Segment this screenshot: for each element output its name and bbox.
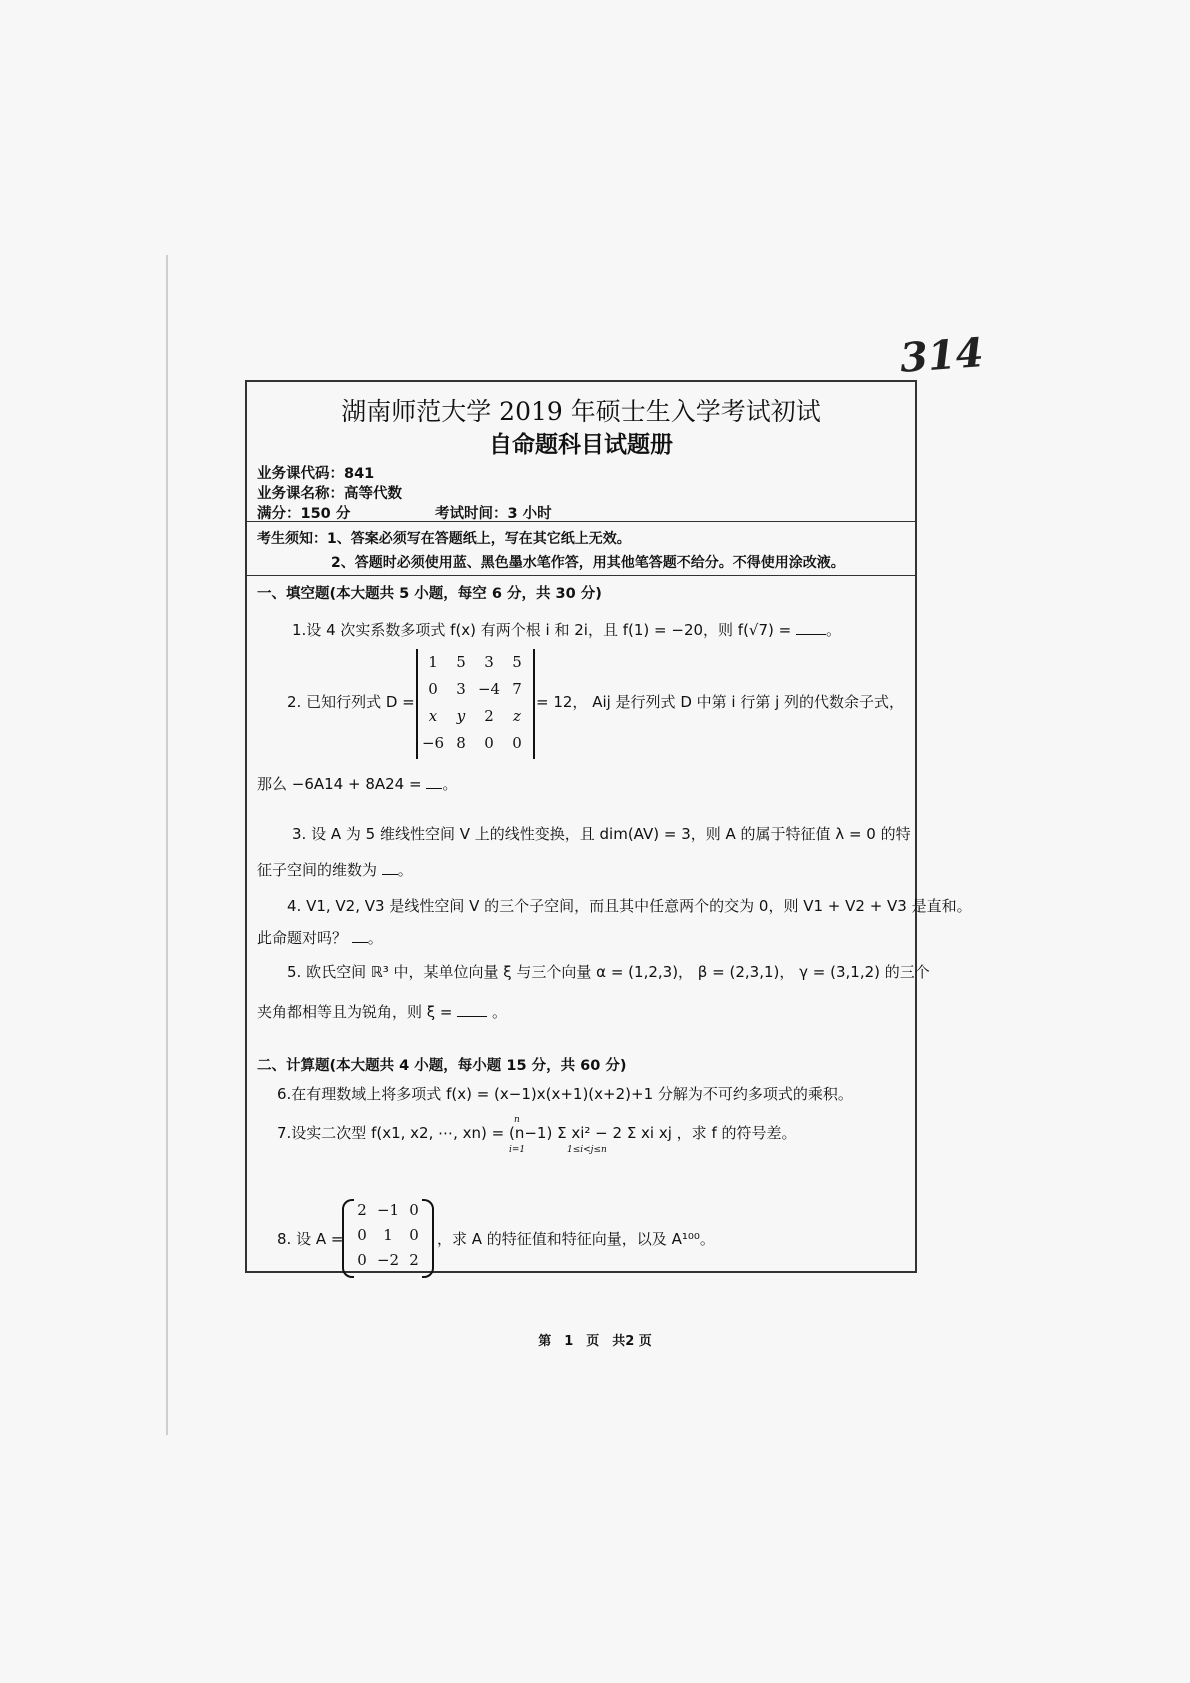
matrix-cell: 0 (409, 1201, 419, 1219)
matrix-cell: 2 (357, 1201, 367, 1219)
question-2-post: = 12， Aij 是行列式 D 中第 i 行第 j 列的代数余子式， (536, 693, 905, 711)
question-4-line2-text: 此命题对吗？ (257, 929, 348, 947)
question-3-line1: 3. 设 A 为 5 维线性空间 V 上的线性变换，且 dim(AV) = 3，则 A 的属于特征值 λ = 0 的特 (292, 825, 911, 843)
question-2-line2: 那么 −6A14 + 8A24 = 。 (257, 775, 458, 793)
question-1: 1.设 4 次实系数多项式 f(x) 有两个根 i 和 2i，且 f(1) = −20，则 f(√7) = 。 (292, 621, 842, 639)
question-2-line2-text: 那么 −6A14 + 8A24 = (257, 775, 422, 793)
det-cell: x (428, 707, 438, 725)
det-cell: 1 (428, 653, 438, 671)
question-4-line2: 此命题对吗？ 。 (257, 929, 383, 947)
course-name: 业务课名称：高等代数 (257, 486, 402, 502)
question-3-line2: 征子空间的维数为 。 (257, 861, 413, 879)
exam-header (247, 382, 915, 522)
candidate-notice (247, 522, 915, 576)
answer-blank-3 (382, 860, 398, 875)
sum1-upper-limit: n (514, 1115, 520, 1125)
det-cell: 8 (456, 734, 466, 752)
notice-line-2: 2、答题时必须使用蓝、黑色墨水笔作答，用其他笔答题不给分。不得使用涂改液。 (331, 555, 845, 571)
det-cell: 0 (428, 680, 438, 698)
matrix-cell: 0 (357, 1226, 367, 1244)
determinant-d (416, 649, 535, 759)
notice-line-1: 考生须知：1、答案必须写在答题纸上，写在其它纸上无效。 (257, 531, 631, 547)
section-2-heading: 二、计算题(本大题共 4 小题，每小题 15 分，共 60 分) (257, 1058, 627, 1074)
matrix-cell: 2 (409, 1251, 419, 1269)
det-cell: 7 (512, 680, 522, 698)
exam-time: 考试时间：3 小时 (435, 506, 552, 522)
matrix-cell: 0 (409, 1226, 419, 1244)
det-cell: −4 (477, 680, 501, 698)
matrix-cell: −1 (376, 1201, 400, 1219)
det-cell: 5 (512, 653, 522, 671)
course-code: 业务课代码：841 (257, 466, 375, 482)
scan-edge-line (166, 255, 168, 1435)
det-cell: 3 (456, 680, 466, 698)
matrix-cell: 1 (383, 1226, 393, 1244)
sum1-lower-limit: i=1 (509, 1145, 526, 1155)
page-footer: 第 1 页 共2 页 (538, 1334, 652, 1349)
question-5-line2-text: 夹角都相等且为锐角，则 ξ = (257, 1003, 453, 1021)
answer-blank-5 (457, 1002, 487, 1017)
question-2-pre: 2. 已知行列式 D = (287, 693, 415, 711)
question-1-text: 1.设 4 次实系数多项式 f(x) 有两个根 i 和 2i，且 f(1) = −20，则 f(√7) = (292, 621, 792, 639)
matrix-cell: 0 (357, 1251, 367, 1269)
det-cell: y (456, 707, 466, 725)
question-5-line2: 夹角都相等且为锐角，则 ξ = 。 (257, 1003, 508, 1021)
question-3-line2-text: 征子空间的维数为 (257, 861, 378, 879)
handwritten-mark: 314 (898, 329, 986, 382)
det-cell: z (513, 707, 521, 725)
det-cell: 0 (512, 734, 522, 752)
question-7: 7.设实二次型 f(x1, x2, ⋯, xn) = (n−1) Σ xi² − 2 Σ xi xj ，求 f 的符号差。 (277, 1124, 797, 1142)
exam-page-frame (245, 380, 972, 1273)
answer-blank-2 (426, 774, 442, 789)
question-8-pre: 8. 设 A = (277, 1230, 344, 1248)
answer-blank-4 (352, 928, 368, 943)
question-5-line1: 5. 欧氏空间 ℝ³ 中，某单位向量 ξ 与三个向量 α = (1,2,3)， β = (2,3,1)， γ = (3,1,2) 的三个 (287, 963, 930, 981)
exam-title: 湖南师范大学 2019 年硕士生入学考试初试 (341, 397, 821, 426)
sum2-lower-limit: 1≤i<j≤n (567, 1145, 607, 1155)
matrix-a (342, 1199, 434, 1274)
exam-subtitle: 自命题科目试题册 (489, 432, 673, 458)
question-8-post: ，求 A 的特征值和特征向量，以及 A¹⁰⁰。 (437, 1230, 715, 1248)
answer-blank-1 (796, 620, 826, 635)
det-cell: 3 (484, 653, 494, 671)
det-cell: 0 (484, 734, 494, 752)
det-cell: −6 (421, 734, 445, 752)
section-1-heading: 一、填空题(本大题共 5 小题，每空 6 分，共 30 分) (257, 586, 602, 602)
det-cell: 5 (456, 653, 466, 671)
full-score: 满分：150 分 (257, 506, 351, 522)
question-6: 6.在有理数域上将多项式 f(x) = (x−1)x(x+1)(x+2)+1 分解为不可约多项式的乘积。 (277, 1085, 853, 1103)
question-4-line1: 4. V1, V2, V3 是线性空间 V 的三个子空间，而且其中任意两个的交为 0，则 V1 + V2 + V3 是直和。 (287, 897, 972, 915)
matrix-cell: −2 (376, 1251, 400, 1269)
det-cell: 2 (484, 707, 494, 725)
